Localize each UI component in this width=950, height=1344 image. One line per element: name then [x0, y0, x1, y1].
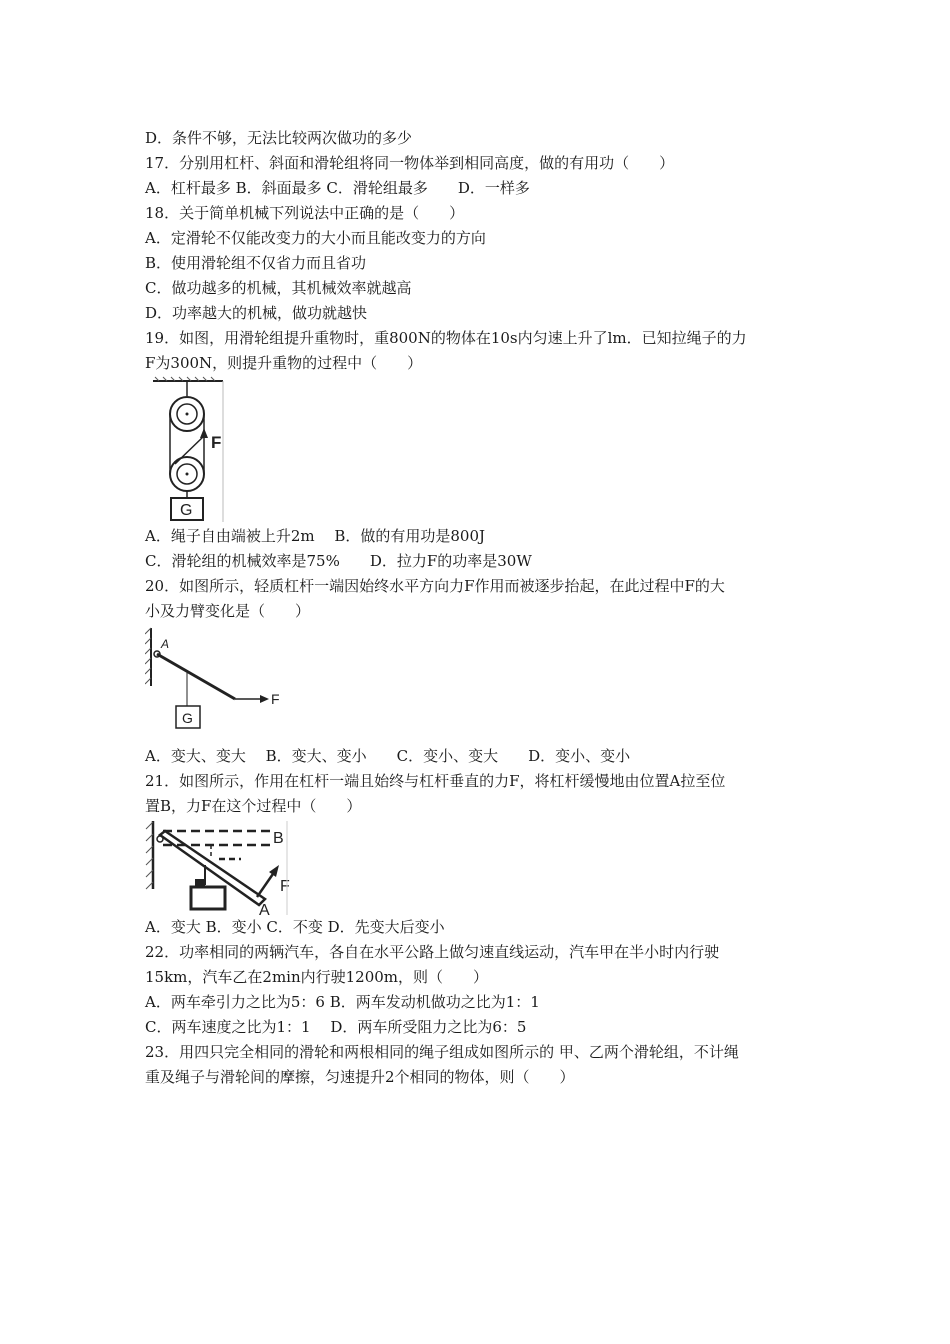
q18-stem: 18．关于简单机械下列说法中正确的是（ ）	[145, 204, 465, 222]
q19-options-cd: C．滑轮组的机械效率是75% D．拉力F的功率是30W	[145, 552, 532, 570]
force-label-f: F	[280, 878, 290, 895]
q18-option-a: A．定滑轮不仅能改变力的大小而且能改变力的方向	[145, 229, 486, 247]
figure-lever-rotation	[145, 819, 825, 915]
position-label-a: A	[259, 902, 270, 915]
weight-label-g: G	[180, 502, 193, 519]
q21-stem-line1: 21．如图所示，作用在杠杆一端且始终与杠杆垂直的力F，将杠杆缓慢地由位置A拉至位	[145, 772, 726, 790]
worksheet-page	[145, 126, 825, 1090]
pulley-diagram	[145, 376, 235, 524]
lever-diagram	[145, 624, 285, 744]
force-label-f: F	[271, 691, 280, 707]
q22-stem-line2: 15km，汽车乙在2min内行驶1200m，则（ ）	[145, 968, 489, 986]
q16-option-d: D．条件不够，无法比较两次做功的多少	[145, 129, 413, 147]
q23-stem-line1: 23．用四只完全相同的滑轮和两根相同的绳子组成如图所示的 甲、乙两个滑轮组，不计绳	[145, 1043, 739, 1061]
q20-stem-line2: 小及力臂变化是（ ）	[145, 602, 311, 620]
q17-options: A．杠杆最多 B．斜面最多 C．滑轮组最多 D．一样多	[145, 179, 530, 197]
q22-options-cd: C．两车速度之比为1：1 D．两车所受阻力之比为6：5	[145, 1018, 527, 1036]
q19-stem-line2: F为300N，则提升重物的过程中（ ）	[145, 354, 423, 372]
q18-option-d: D．功率越大的机械，做功就越快	[145, 304, 368, 322]
weight-label-g: G	[182, 710, 193, 726]
position-label-b: B	[273, 830, 284, 847]
q21-options: A．变大 B．变小 C．不变 D．先变大后变小	[145, 918, 445, 936]
q21-stem-line2: 置B，力F在这个过程中（ ）	[145, 797, 362, 815]
q22-stem-line1: 22．功率相同的两辆汽车，各自在水平公路上做匀速直线运动，汽车甲在半小时内行驶	[145, 943, 720, 961]
q20-options: A．变大、变大 B．变大、变小 C．变小、变大 D．变小、变小	[145, 747, 631, 765]
q17-stem: 17．分别用杠杆、斜面和滑轮组将同一物体举到相同高度，做的有用功（ ）	[145, 154, 675, 172]
figure-pulley-system	[145, 376, 825, 524]
lever-rotation-diagram	[145, 819, 295, 915]
q20-stem-line1: 20．如图所示，轻质杠杆一端因始终水平方向力F作用而被逐步抬起，在此过程中F的大	[145, 577, 725, 595]
q19-options-ab: A．绳子自由端被上升2m B．做的有用功是800J	[145, 527, 486, 545]
force-label-f: F	[211, 433, 222, 452]
q18-option-c: C．做功越多的机械，其机械效率就越高	[145, 279, 412, 297]
q19-stem-line1: 19．如图，用滑轮组提升重物时，重800N的物体在10s内匀速上升了lm．已知拉绳子的力	[145, 329, 747, 347]
q22-options-ab: A．两车牵引力之比为5：6 B．两车发动机做功之比为1：1	[145, 993, 540, 1011]
point-label-a: A	[161, 637, 170, 651]
q23-stem-line2: 重及绳子与滑轮间的摩擦，匀速提升2个相同的物体，则（ ）	[145, 1068, 575, 1086]
q18-option-b: B．使用滑轮组不仅省力而且省功	[145, 254, 367, 272]
figure-lever-horizontal-force	[145, 624, 825, 744]
